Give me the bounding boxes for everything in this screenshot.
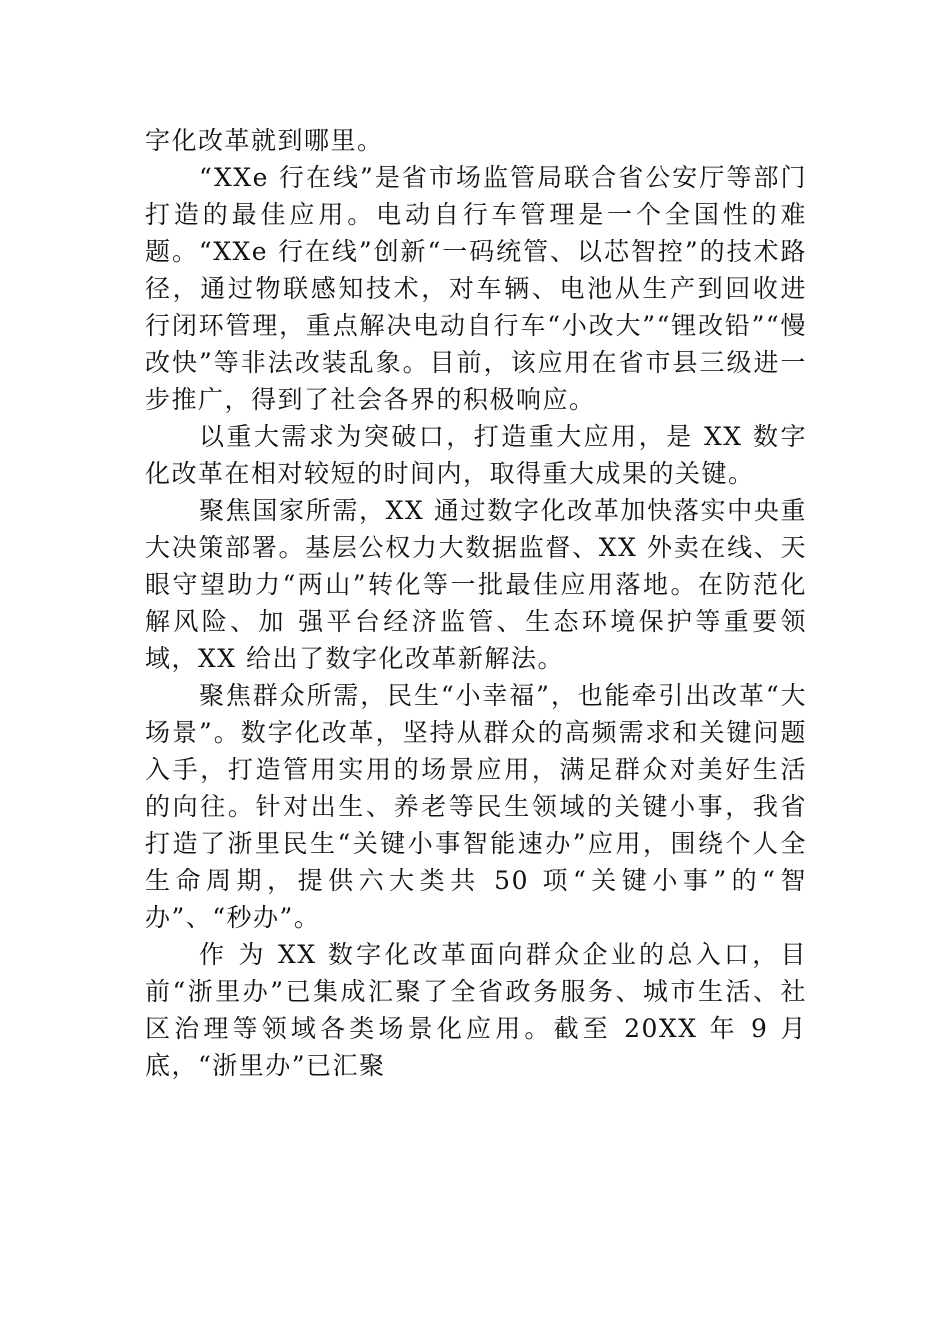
paragraph-public-needs: 聚焦群众所需，民生“小幸福”，也能牵引出改革“大场景”。数字化改革，坚持从群众的高频需求和关键问题入手，打造管用实用的场景应用，满足群众对美好生活的向往。针对出生、养老等民生领域的关键小事，我省打造了浙里民生“关键小事智能速办”应用，围绕个人全生命周期，提供六大类共 50 项“关键小事”的“智办”、“秒办”。 (145, 681, 807, 932)
paragraph-zheliban: 作 为 XX 数字化改革面向群众企业的总入口，目前“浙里办”已集成汇聚了全省政务服务、城市生活、社区治理等领域各类场景化应用。截至 20XX 年 9 月底，“浙里办”已汇聚 (145, 940, 807, 1080)
paragraph-major-demand: 以重大需求为突破口，打造重大应用，是 XX 数字化改革在相对较短的时间内，取得重大成果的关键。 (145, 422, 807, 488)
body-text (145, 122, 807, 1084)
paragraph-xxe-app: “XXe 行在线”是省市场监管局联合省公安厅等部门打造的最佳应用。电动自行车管理是一个全国性的难题。“XXe 行在线”创新“一码统管、以芯智控”的技术路径，通过物联感知技术，对车辆、电池从生产到回收进行闭环管理，重点解决电动自行车“小改大”“锂改铅”“慢改快”等非法改装乱象。目前，该应用在省市县三级进一步推广，得到了社会各界的积极响应。 (145, 163, 807, 414)
paragraph-continuation: 字化改革就到哪里。 (145, 126, 384, 155)
paragraph-national-needs: 聚焦国家所需，XX 通过数字化改革加快落实中央重大决策部署。基层公权力大数据监督、XX 外卖在线、天眼守望助力“两山”转化等一批最佳应用落地。在防范化解风险、加 强平台经济监管、生态环境保护等重要领域，XX 给出了数字化改革新解法。 (145, 496, 807, 673)
